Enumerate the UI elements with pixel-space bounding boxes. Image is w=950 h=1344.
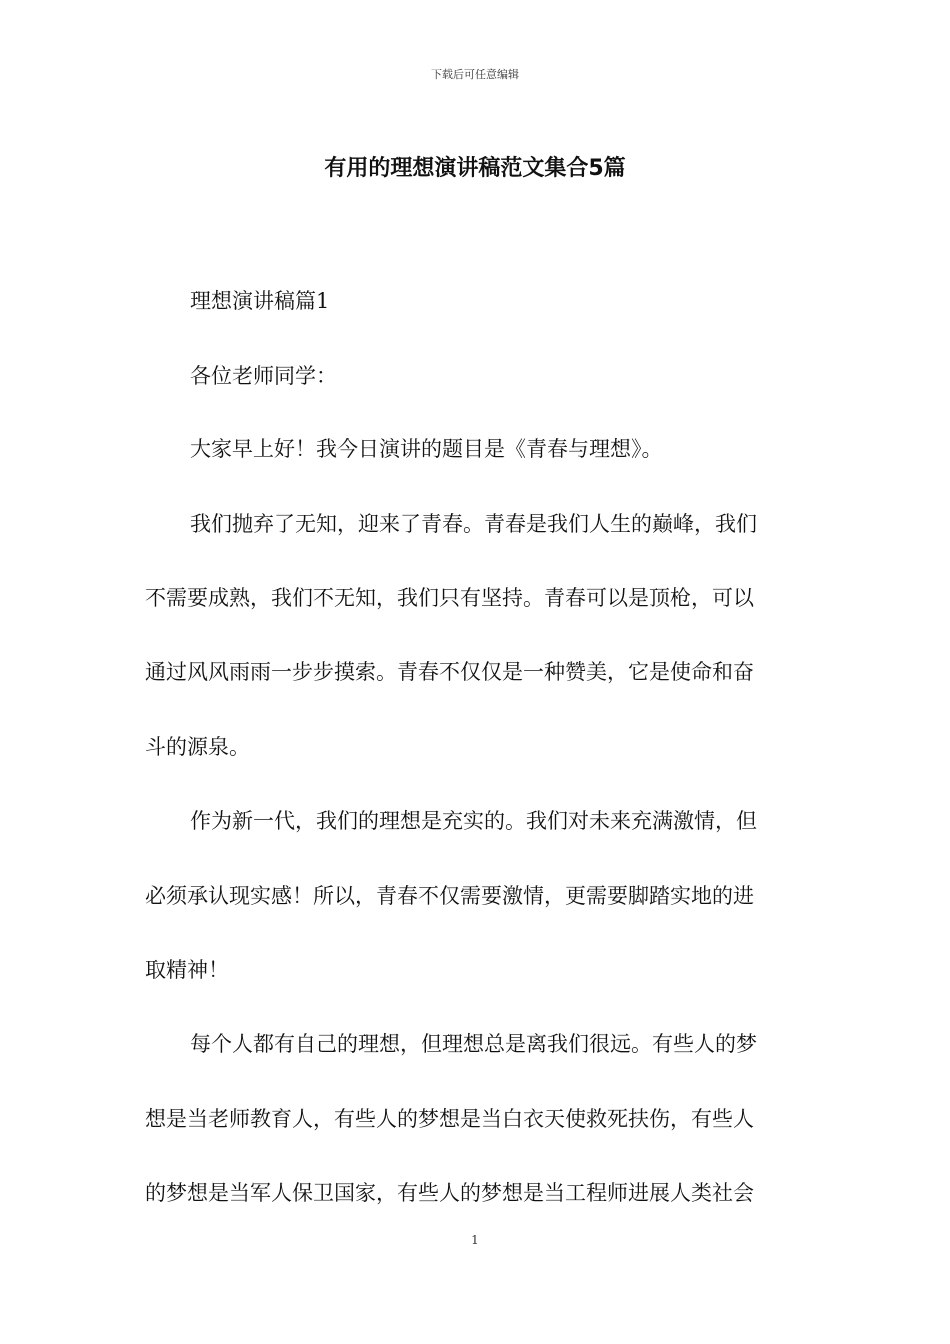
- paragraph-line: 每个人都有自己的理想，但理想总是离我们很远。有些人的梦: [190, 1032, 757, 1056]
- paragraph-line: 大家早上好！我今日演讲的题目是《青春与理想》。: [190, 437, 663, 461]
- paragraph-line: 不需要成熟，我们不无知，我们只有坚持。青春可以是顶枪，可以: [145, 586, 754, 610]
- paragraph-line: 必须承认现实感！所以，青春不仅需要激情，更需要脚踏实地的进: [145, 884, 754, 908]
- header-note: 下载后可任意编辑: [431, 68, 519, 81]
- document-title: 有用的理想演讲稿范文集合5篇: [324, 156, 626, 181]
- paragraph-line: 我们抛弃了无知，迎来了青春。青春是我们人生的巅峰，我们: [190, 512, 757, 536]
- paragraph-line: 作为新一代，我们的理想是充实的。我们对未来充满激情，但: [190, 809, 757, 833]
- paragraph-line: 通过风风雨雨一步步摸索。青春不仅仅是一种赞美，它是使命和奋: [145, 660, 754, 684]
- paragraph-line: 斗的源泉。: [145, 735, 250, 759]
- page-number: 1: [471, 1233, 479, 1247]
- paragraph-line: 取精神！: [145, 958, 229, 982]
- salutation: 各位老师同学：: [190, 364, 337, 388]
- paragraph-line: 想是当老师教育人，有些人的梦想是当白衣天使救死扶伤，有些人: [145, 1107, 754, 1131]
- section-heading: 理想演讲稿篇1: [190, 289, 330, 313]
- paragraph-line: 的梦想是当军人保卫国家，有些人的梦想是当工程师进展人类社会: [145, 1181, 754, 1205]
